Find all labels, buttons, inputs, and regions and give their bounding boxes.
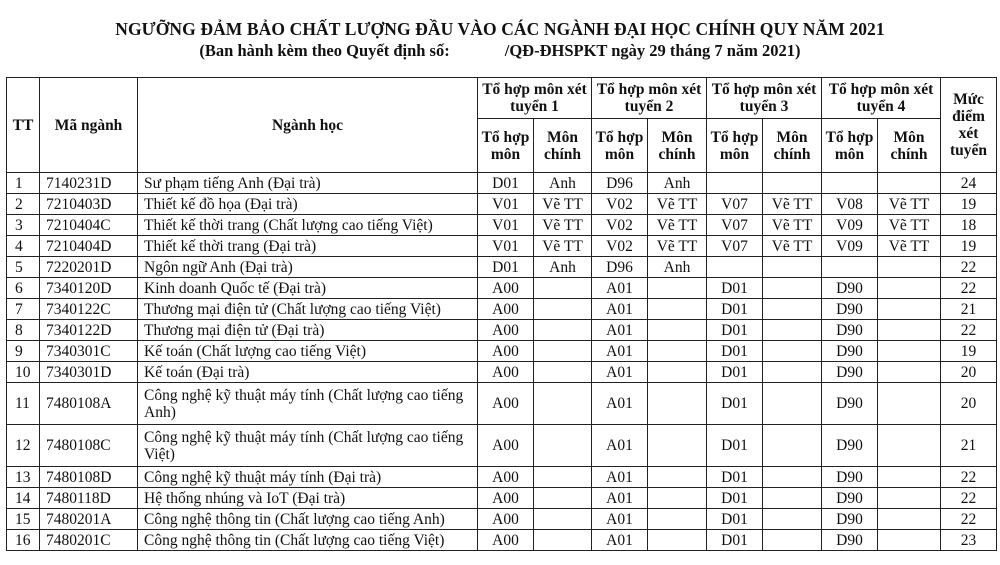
row-to-hop-1: A00 — [478, 320, 534, 341]
row-to-hop-3: D01 — [707, 509, 763, 530]
row-nganh-hoc: Công nghệ kỹ thuật máy tính (Chất lượng cao tiếng Việt) — [138, 425, 478, 467]
row-muc-diem: 22 — [941, 278, 997, 299]
row-to-hop-1: A00 — [478, 341, 534, 362]
row-mon-chinh-3 — [763, 362, 822, 383]
col-header-mon-chinh-4: Môn chính — [878, 119, 941, 173]
row-to-hop-2: A01 — [592, 341, 648, 362]
row-mon-chinh-1: Anh — [534, 173, 592, 194]
row-nganh-hoc: Kế toán (Đại trà) — [138, 362, 478, 383]
admission-threshold-table — [6, 77, 997, 551]
row-mon-chinh-3 — [763, 257, 822, 278]
row-nganh-hoc: Công nghệ kỹ thuật máy tính (Chất lượng cao tiếng Anh) — [138, 383, 478, 425]
row-mon-chinh-3 — [763, 467, 822, 488]
row-to-hop-3: D01 — [707, 320, 763, 341]
row-muc-diem: 21 — [941, 425, 997, 467]
row-nganh-hoc: Công nghệ thông tin (Chất lượng cao tiếng Việt) — [138, 530, 478, 551]
col-header-mon-chinh-2: Môn chính — [648, 119, 707, 173]
row-to-hop-1: A00 — [478, 425, 534, 467]
row-to-hop-4: D90 — [822, 320, 878, 341]
table-row — [7, 488, 997, 509]
row-mon-chinh-3 — [763, 530, 822, 551]
row-ma-nganh: 7480118D — [40, 488, 138, 509]
row-mon-chinh-4 — [878, 362, 941, 383]
row-muc-diem: 24 — [941, 173, 997, 194]
row-tt: 2 — [7, 194, 40, 215]
row-nganh-hoc: Công nghệ thông tin (Chất lượng cao tiếng Anh) — [138, 509, 478, 530]
col-header-to-hop-2: Tổ hợp môn — [592, 119, 648, 173]
row-nganh-hoc: Hệ thống nhúng và IoT (Đại trà) — [138, 488, 478, 509]
row-to-hop-4: D90 — [822, 362, 878, 383]
row-muc-diem: 22 — [941, 488, 997, 509]
col-header-group-3: Tổ hợp môn xét tuyển 3 — [707, 78, 822, 119]
table-row — [7, 530, 997, 551]
row-ma-nganh: 7340301D — [40, 362, 138, 383]
row-to-hop-2: A01 — [592, 425, 648, 467]
row-to-hop-2: V02 — [592, 236, 648, 257]
col-header-to-hop-4: Tổ hợp môn — [822, 119, 878, 173]
row-to-hop-4 — [822, 257, 878, 278]
row-mon-chinh-2 — [648, 278, 707, 299]
table-row — [7, 278, 997, 299]
row-ma-nganh: 7210404C — [40, 215, 138, 236]
table-row — [7, 383, 997, 425]
row-nganh-hoc: Sư phạm tiếng Anh (Đại trà) — [138, 173, 478, 194]
row-ma-nganh: 7220201D — [40, 257, 138, 278]
row-muc-diem: 18 — [941, 215, 997, 236]
row-mon-chinh-1 — [534, 278, 592, 299]
page-title: NGƯỠNG ĐẢM BẢO CHẤT LƯỢNG ĐẦU VÀO CÁC NGÀNH ĐẠI HỌC CHÍNH QUY NĂM 2021 — [115, 19, 885, 39]
row-to-hop-3: D01 — [707, 299, 763, 320]
table-row — [7, 236, 997, 257]
row-mon-chinh-3 — [763, 488, 822, 509]
subtitle-decision-label: (Ban hành kèm theo Quyết định số: — [199, 41, 450, 60]
row-to-hop-2: A01 — [592, 530, 648, 551]
row-nganh-hoc: Kinh doanh Quốc tế (Đại trà) — [138, 278, 478, 299]
row-mon-chinh-4 — [878, 320, 941, 341]
row-to-hop-1: D01 — [478, 173, 534, 194]
row-to-hop-3: D01 — [707, 341, 763, 362]
row-mon-chinh-2: Anh — [648, 257, 707, 278]
row-tt: 13 — [7, 467, 40, 488]
row-to-hop-4 — [822, 173, 878, 194]
row-nganh-hoc: Ngôn ngữ Anh (Đại trà) — [138, 257, 478, 278]
table-row — [7, 320, 997, 341]
row-mon-chinh-3 — [763, 320, 822, 341]
row-muc-diem: 20 — [941, 362, 997, 383]
row-to-hop-1: V01 — [478, 236, 534, 257]
row-to-hop-3: V07 — [707, 194, 763, 215]
row-to-hop-2: A01 — [592, 488, 648, 509]
row-to-hop-2: A01 — [592, 320, 648, 341]
row-to-hop-4: V08 — [822, 194, 878, 215]
row-to-hop-2: D96 — [592, 173, 648, 194]
row-mon-chinh-4: Vẽ TT — [878, 215, 941, 236]
table-row — [7, 257, 997, 278]
row-to-hop-3: D01 — [707, 425, 763, 467]
row-mon-chinh-2 — [648, 383, 707, 425]
row-tt: 12 — [7, 425, 40, 467]
row-to-hop-2: D96 — [592, 257, 648, 278]
row-mon-chinh-3 — [763, 383, 822, 425]
row-tt: 9 — [7, 341, 40, 362]
row-muc-diem: 19 — [941, 194, 997, 215]
row-to-hop-1: A00 — [478, 278, 534, 299]
row-mon-chinh-4 — [878, 530, 941, 551]
table-row — [7, 362, 997, 383]
row-mon-chinh-1 — [534, 488, 592, 509]
row-tt: 6 — [7, 278, 40, 299]
row-tt: 11 — [7, 383, 40, 425]
col-header-group-2: Tổ hợp môn xét tuyển 2 — [592, 78, 707, 119]
row-mon-chinh-1: Vẽ TT — [534, 215, 592, 236]
col-header-group-1: Tổ hợp môn xét tuyển 1 — [478, 78, 592, 119]
table-row — [7, 299, 997, 320]
row-to-hop-2: A01 — [592, 362, 648, 383]
row-tt: 16 — [7, 530, 40, 551]
row-to-hop-1: A00 — [478, 383, 534, 425]
row-to-hop-3 — [707, 173, 763, 194]
row-mon-chinh-2 — [648, 467, 707, 488]
row-muc-diem: 21 — [941, 299, 997, 320]
row-mon-chinh-4 — [878, 173, 941, 194]
row-to-hop-1: V01 — [478, 215, 534, 236]
row-to-hop-4: D90 — [822, 425, 878, 467]
row-mon-chinh-4 — [878, 383, 941, 425]
row-tt: 1 — [7, 173, 40, 194]
row-mon-chinh-1 — [534, 320, 592, 341]
table-row — [7, 215, 997, 236]
row-mon-chinh-3: Vẽ TT — [763, 236, 822, 257]
row-mon-chinh-3: Vẽ TT — [763, 215, 822, 236]
row-to-hop-2: A01 — [592, 467, 648, 488]
row-nganh-hoc: Thiết kế thời trang (Chất lượng cao tiếng Việt) — [138, 215, 478, 236]
row-mon-chinh-4 — [878, 509, 941, 530]
row-ma-nganh: 7140231D — [40, 173, 138, 194]
page-subtitle — [0, 41, 1000, 61]
row-mon-chinh-3 — [763, 299, 822, 320]
row-mon-chinh-2 — [648, 509, 707, 530]
row-mon-chinh-2 — [648, 362, 707, 383]
col-header-ma-nganh: Mã ngành — [40, 78, 138, 173]
col-header-to-hop-1: Tổ hợp môn — [478, 119, 534, 173]
row-nganh-hoc: Thiết kế thời trang (Đại trà) — [138, 236, 478, 257]
row-mon-chinh-4 — [878, 467, 941, 488]
row-mon-chinh-4: Vẽ TT — [878, 236, 941, 257]
row-mon-chinh-1 — [534, 425, 592, 467]
row-nganh-hoc: Kế toán (Chất lượng cao tiếng Việt) — [138, 341, 478, 362]
row-to-hop-4: D90 — [822, 509, 878, 530]
col-header-to-hop-3: Tổ hợp môn — [707, 119, 763, 173]
row-to-hop-3: D01 — [707, 467, 763, 488]
row-mon-chinh-4 — [878, 488, 941, 509]
col-header-muc-diem: Mức điểm xét tuyển — [941, 78, 997, 173]
row-to-hop-4: V09 — [822, 215, 878, 236]
table-row — [7, 341, 997, 362]
row-mon-chinh-4 — [878, 278, 941, 299]
table-row — [7, 509, 997, 530]
row-ma-nganh: 7210403D — [40, 194, 138, 215]
row-tt: 3 — [7, 215, 40, 236]
row-to-hop-3: D01 — [707, 278, 763, 299]
row-ma-nganh: 7480108D — [40, 467, 138, 488]
row-mon-chinh-1: Vẽ TT — [534, 236, 592, 257]
row-to-hop-2: V02 — [592, 215, 648, 236]
row-mon-chinh-3 — [763, 425, 822, 467]
row-mon-chinh-2: Vẽ TT — [648, 215, 707, 236]
row-tt: 8 — [7, 320, 40, 341]
row-mon-chinh-1 — [534, 467, 592, 488]
row-ma-nganh: 7480201A — [40, 509, 138, 530]
row-to-hop-1: A00 — [478, 488, 534, 509]
row-muc-diem: 22 — [941, 467, 997, 488]
table-row — [7, 194, 997, 215]
row-mon-chinh-1 — [534, 530, 592, 551]
subtitle-decision-date: /QĐ-ĐHSPKT ngày 29 tháng 7 năm 2021) — [504, 41, 801, 60]
row-nganh-hoc: Công nghệ kỹ thuật máy tính (Đại trà) — [138, 467, 478, 488]
row-to-hop-2: V02 — [592, 194, 648, 215]
row-nganh-hoc: Thương mại điện tử (Đại trà) — [138, 320, 478, 341]
col-header-tt: TT — [7, 78, 40, 173]
row-ma-nganh: 7340122D — [40, 320, 138, 341]
row-to-hop-4: D90 — [822, 488, 878, 509]
row-to-hop-3: V07 — [707, 215, 763, 236]
table-row — [7, 467, 997, 488]
row-to-hop-3: D01 — [707, 488, 763, 509]
row-mon-chinh-1: Anh — [534, 257, 592, 278]
table-row — [7, 425, 997, 467]
row-mon-chinh-2 — [648, 488, 707, 509]
row-muc-diem: 19 — [941, 341, 997, 362]
row-mon-chinh-1 — [534, 383, 592, 425]
row-tt: 15 — [7, 509, 40, 530]
row-to-hop-3: D01 — [707, 383, 763, 425]
row-to-hop-1: D01 — [478, 257, 534, 278]
row-ma-nganh: 7340120D — [40, 278, 138, 299]
col-header-mon-chinh-1: Môn chính — [534, 119, 592, 173]
row-muc-diem: 23 — [941, 530, 997, 551]
row-mon-chinh-4 — [878, 341, 941, 362]
row-mon-chinh-2 — [648, 320, 707, 341]
row-tt: 14 — [7, 488, 40, 509]
row-to-hop-1: A00 — [478, 509, 534, 530]
row-to-hop-1: A00 — [478, 530, 534, 551]
row-mon-chinh-2 — [648, 425, 707, 467]
row-to-hop-3: D01 — [707, 362, 763, 383]
row-mon-chinh-1 — [534, 509, 592, 530]
row-mon-chinh-3 — [763, 278, 822, 299]
col-header-mon-chinh-3: Môn chính — [763, 119, 822, 173]
row-to-hop-4: D90 — [822, 467, 878, 488]
row-ma-nganh: 7480108C — [40, 425, 138, 467]
row-mon-chinh-4 — [878, 257, 941, 278]
row-mon-chinh-4: Vẽ TT — [878, 194, 941, 215]
row-to-hop-4: V09 — [822, 236, 878, 257]
row-to-hop-2: A01 — [592, 278, 648, 299]
row-to-hop-2: A01 — [592, 509, 648, 530]
row-tt: 5 — [7, 257, 40, 278]
row-muc-diem: 19 — [941, 236, 997, 257]
row-muc-diem: 20 — [941, 383, 997, 425]
row-to-hop-3: V07 — [707, 236, 763, 257]
row-mon-chinh-1 — [534, 299, 592, 320]
row-ma-nganh: 7340122C — [40, 299, 138, 320]
row-tt: 7 — [7, 299, 40, 320]
row-nganh-hoc: Thiết kế đồ họa (Đại trà) — [138, 194, 478, 215]
row-tt: 4 — [7, 236, 40, 257]
row-to-hop-3 — [707, 257, 763, 278]
row-ma-nganh: 7340301C — [40, 341, 138, 362]
row-mon-chinh-2 — [648, 341, 707, 362]
col-header-nganh-hoc: Ngành học — [138, 78, 478, 173]
row-ma-nganh: 7210404D — [40, 236, 138, 257]
row-mon-chinh-3 — [763, 509, 822, 530]
row-mon-chinh-4 — [878, 425, 941, 467]
row-mon-chinh-4 — [878, 299, 941, 320]
row-muc-diem: 22 — [941, 257, 997, 278]
row-to-hop-2: A01 — [592, 383, 648, 425]
row-nganh-hoc: Thương mại điện tử (Chất lượng cao tiếng Việt) — [138, 299, 478, 320]
row-to-hop-1: A00 — [478, 362, 534, 383]
row-mon-chinh-2: Anh — [648, 173, 707, 194]
col-header-group-4: Tổ hợp môn xét tuyển 4 — [822, 78, 941, 119]
row-to-hop-1: V01 — [478, 194, 534, 215]
row-mon-chinh-2 — [648, 299, 707, 320]
row-mon-chinh-3 — [763, 173, 822, 194]
row-mon-chinh-2: Vẽ TT — [648, 194, 707, 215]
row-to-hop-4: D90 — [822, 341, 878, 362]
row-mon-chinh-2: Vẽ TT — [648, 236, 707, 257]
row-to-hop-4: D90 — [822, 278, 878, 299]
row-muc-diem: 22 — [941, 509, 997, 530]
row-to-hop-2: A01 — [592, 299, 648, 320]
row-to-hop-4: D90 — [822, 299, 878, 320]
row-muc-diem: 22 — [941, 320, 997, 341]
row-ma-nganh: 7480108A — [40, 383, 138, 425]
row-to-hop-1: A00 — [478, 467, 534, 488]
row-mon-chinh-2 — [648, 530, 707, 551]
row-mon-chinh-3: Vẽ TT — [763, 194, 822, 215]
table-row — [7, 173, 997, 194]
row-ma-nganh: 7480201C — [40, 530, 138, 551]
row-to-hop-4: D90 — [822, 530, 878, 551]
row-to-hop-3: D01 — [707, 530, 763, 551]
row-mon-chinh-1 — [534, 362, 592, 383]
row-tt: 10 — [7, 362, 40, 383]
row-mon-chinh-1: Vẽ TT — [534, 194, 592, 215]
row-mon-chinh-3 — [763, 341, 822, 362]
row-mon-chinh-1 — [534, 341, 592, 362]
row-to-hop-4: D90 — [822, 383, 878, 425]
row-to-hop-1: A00 — [478, 299, 534, 320]
